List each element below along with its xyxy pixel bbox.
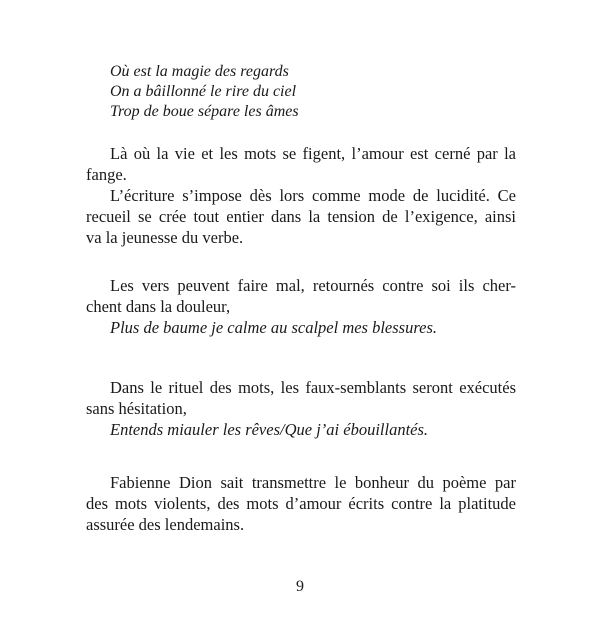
page-number: 9 (296, 578, 304, 595)
text-line: assurée des lendemains. (86, 515, 245, 534)
verse-line: Où est la magie des regards (110, 63, 289, 80)
text-line: Fabienne Dion sait transmettre le bonheur du poème par (110, 473, 516, 492)
text-line: sans hésitation, (86, 399, 187, 418)
quoted-verse: Plus de baume je calme au scalpel mes blessures. (110, 318, 438, 337)
quoted-verse: Entends miauler les rêves/Que j’ai ébouillantés. (110, 420, 429, 439)
text-line: va la jeunesse du verbe. (86, 228, 244, 247)
paragraph-1 (86, 143, 516, 248)
text-line: fange. (86, 165, 127, 184)
text-line: L’écriture s’impose dès lors comme mode de lucidité. Ce (110, 186, 516, 205)
verse-line: Trop de boue sépare les âmes (110, 103, 299, 120)
verse-line: On a bâillonné le rire du ciel (110, 83, 297, 100)
text-line: Les vers peuvent faire mal, retournés contre soi ils cher- (110, 276, 516, 295)
paragraph-3 (86, 377, 516, 440)
text-line: Dans le rituel des mots, les faux-semblants seront exécutés (110, 378, 516, 397)
text-line: recueil se crée tout entier dans la tension de l’exigence, ainsi (86, 207, 516, 226)
text-line: chent dans la douleur, (86, 297, 231, 316)
poem-excerpt (110, 62, 299, 122)
paragraph-2 (86, 275, 516, 338)
text-line: Là où la vie et les mots se figent, l’amour est cerné par la (110, 144, 516, 163)
text-line: des mots violents, des mots d’amour écrits contre la platitude (86, 494, 516, 513)
paragraph-4 (86, 472, 516, 535)
